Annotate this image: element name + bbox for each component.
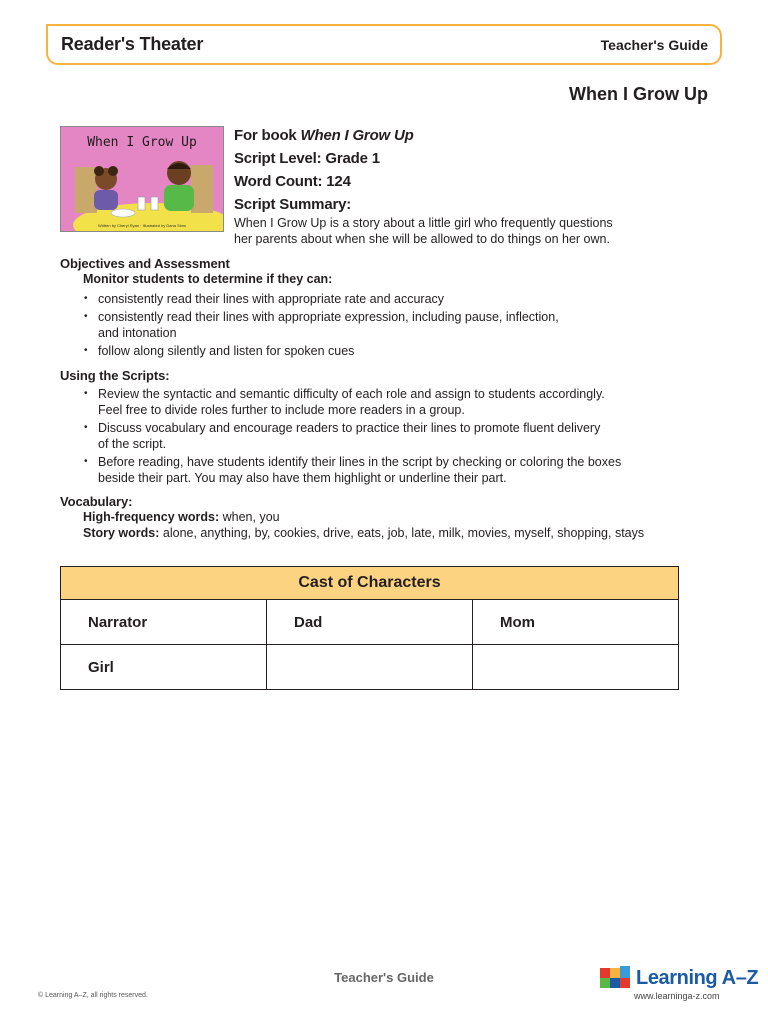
list-item [82,343,559,359]
word-count: Word Count: 124 [234,173,351,190]
list-item-text: • follow along silently and listen for spoken cues [98,344,355,358]
vocabulary-heading: Vocabulary: [60,494,133,509]
list-item-text: beside their part. You may also have them highlight or underline their part. [98,471,507,485]
story-words [83,526,644,540]
cast-table [60,566,679,690]
list-item-text: • Review the syntactic and semantic difficulty of each role and assign to students accordingly. [98,387,605,401]
logo-puzzle-icon [600,966,630,990]
using-scripts-heading: Using the Scripts: [60,368,170,383]
summary-line: her parents about when she will be allowed to do things on her own. [234,232,610,246]
list-item-text: of the script. [98,437,167,451]
header-guide-label: Teacher's Guide [600,36,708,53]
hf-label: High-frequency words: [83,510,220,524]
header-title: Reader's Theater [61,34,204,54]
list-item-text: • Discuss vocabulary and encourage readers to practice their lines to promote fluent delivery [98,421,601,435]
header-bar [46,24,722,65]
story-label: Story words: [83,526,160,540]
table-cell: Narrator [61,600,267,645]
script-level: Script Level: Grade 1 [234,150,380,167]
script-summary [234,215,674,247]
list-item [82,454,621,486]
list-item-text: • Before reading, have students identify their lines in the script by checking or coloring the boxes [98,455,622,469]
table-cell: Mom [473,600,679,645]
copyright: © Learning A–Z, all rights reserved. [38,992,148,999]
cast-table-heading: Cast of Characters [61,567,679,600]
list-item-text: • consistently read their lines with appropriate rate and accuracy [98,292,445,306]
script-summary-label: Script Summary: [234,196,352,213]
hf-words: when, you [222,510,280,524]
book-cover-image [60,126,224,232]
list-item-text: and intonation [98,326,177,340]
table-cell: Girl [61,645,267,690]
story-words-list: alone, anything, by, cookies, drive, eats, job, late, milk, movies, myself, shopping, stays [162,526,645,540]
summary-line: When I Grow Up is a story about a little girl who frequently questions [234,216,613,230]
footer-guide-label: Teacher's Guide [334,970,434,985]
learning-az-logo [600,966,758,990]
objectives-list [82,291,559,361]
objectives-heading: Objectives and Assessment [60,256,230,271]
for-book-prefix: For book [234,127,297,144]
using-scripts-list [82,386,621,488]
website-url: www.learninga-z.com [634,991,720,1001]
table-row [61,600,679,645]
book-info [234,124,414,216]
list-item [82,420,621,452]
table-row [61,645,679,690]
list-item [82,309,559,341]
for-book-title: When I Grow Up [300,127,414,144]
book-title: When I Grow Up [569,84,708,104]
high-frequency-words [83,510,280,524]
table-cell [473,645,679,690]
list-item [82,291,559,307]
list-item-text: Feel free to divide roles further to include more readers in a group. [98,403,465,417]
table-cell: Dad [267,600,473,645]
list-item [82,386,621,418]
cover-title: When I Grow Up [87,135,197,150]
table-cell [267,645,473,690]
for-book-line [234,124,414,147]
objectives-subheading: Monitor students to determine if they can: [83,272,333,286]
list-item-text: • consistently read their lines with appropriate expression, including pause, inflection, [98,310,559,324]
logo-text: Learning A–Z [636,966,759,989]
cover-credit: Written by Cheryl Ryan · Illustrated by Dana Sims [98,223,186,228]
